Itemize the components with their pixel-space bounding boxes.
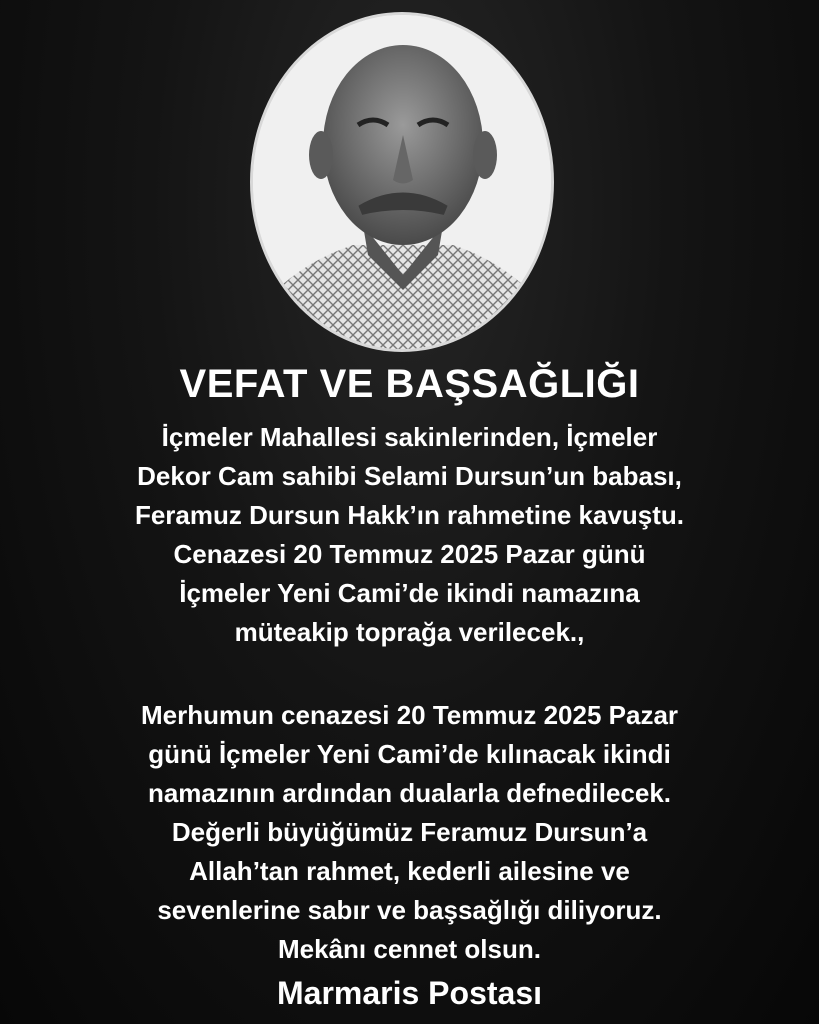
page-title: VEFAT VE BAŞSAĞLIĞI <box>179 362 640 406</box>
deceased-portrait-photo <box>250 12 554 352</box>
paragraph2-line: Değerli büyüğümüz Feramuz Dursun’a <box>171 817 648 847</box>
paragraph2-line: Allah’tan rahmet, kederli ailesine ve <box>189 856 630 886</box>
paragraph1-line: Dekor Cam sahibi Selami Dursun’un babası, <box>137 461 682 491</box>
paragraph1-line: müteakip toprağa verilecek., <box>234 617 585 647</box>
publisher-signature: Marmaris Postası <box>276 975 542 1011</box>
paragraph2-line: namazının ardından dualarla defnedilecek. <box>147 778 672 808</box>
paragraph2-line: sevenlerine sabır ve başsağlığı diliyoruz. <box>157 895 662 925</box>
paragraph2-line: Merhumun cenazesi 20 Temmuz 2025 Pazar <box>140 700 679 730</box>
paragraph2-line: günü İçmeler Yeni Cami’de kılınacak ikindi <box>148 739 671 769</box>
paragraph1-line: Feramuz Dursun Hakk’ın rahmetine kavuştu. <box>134 500 685 530</box>
portrait-illustration <box>253 15 551 349</box>
paragraph1-line: Cenazesi 20 Temmuz 2025 Pazar günü <box>173 539 646 569</box>
paragraph2-line: Mekânı cennet olsun. <box>278 934 541 964</box>
paragraph1-line: İçmeler Yeni Cami’de ikindi namazına <box>179 578 640 608</box>
paragraph1-line: İçmeler Mahallesi sakinlerinden, İçmeler <box>161 422 658 452</box>
